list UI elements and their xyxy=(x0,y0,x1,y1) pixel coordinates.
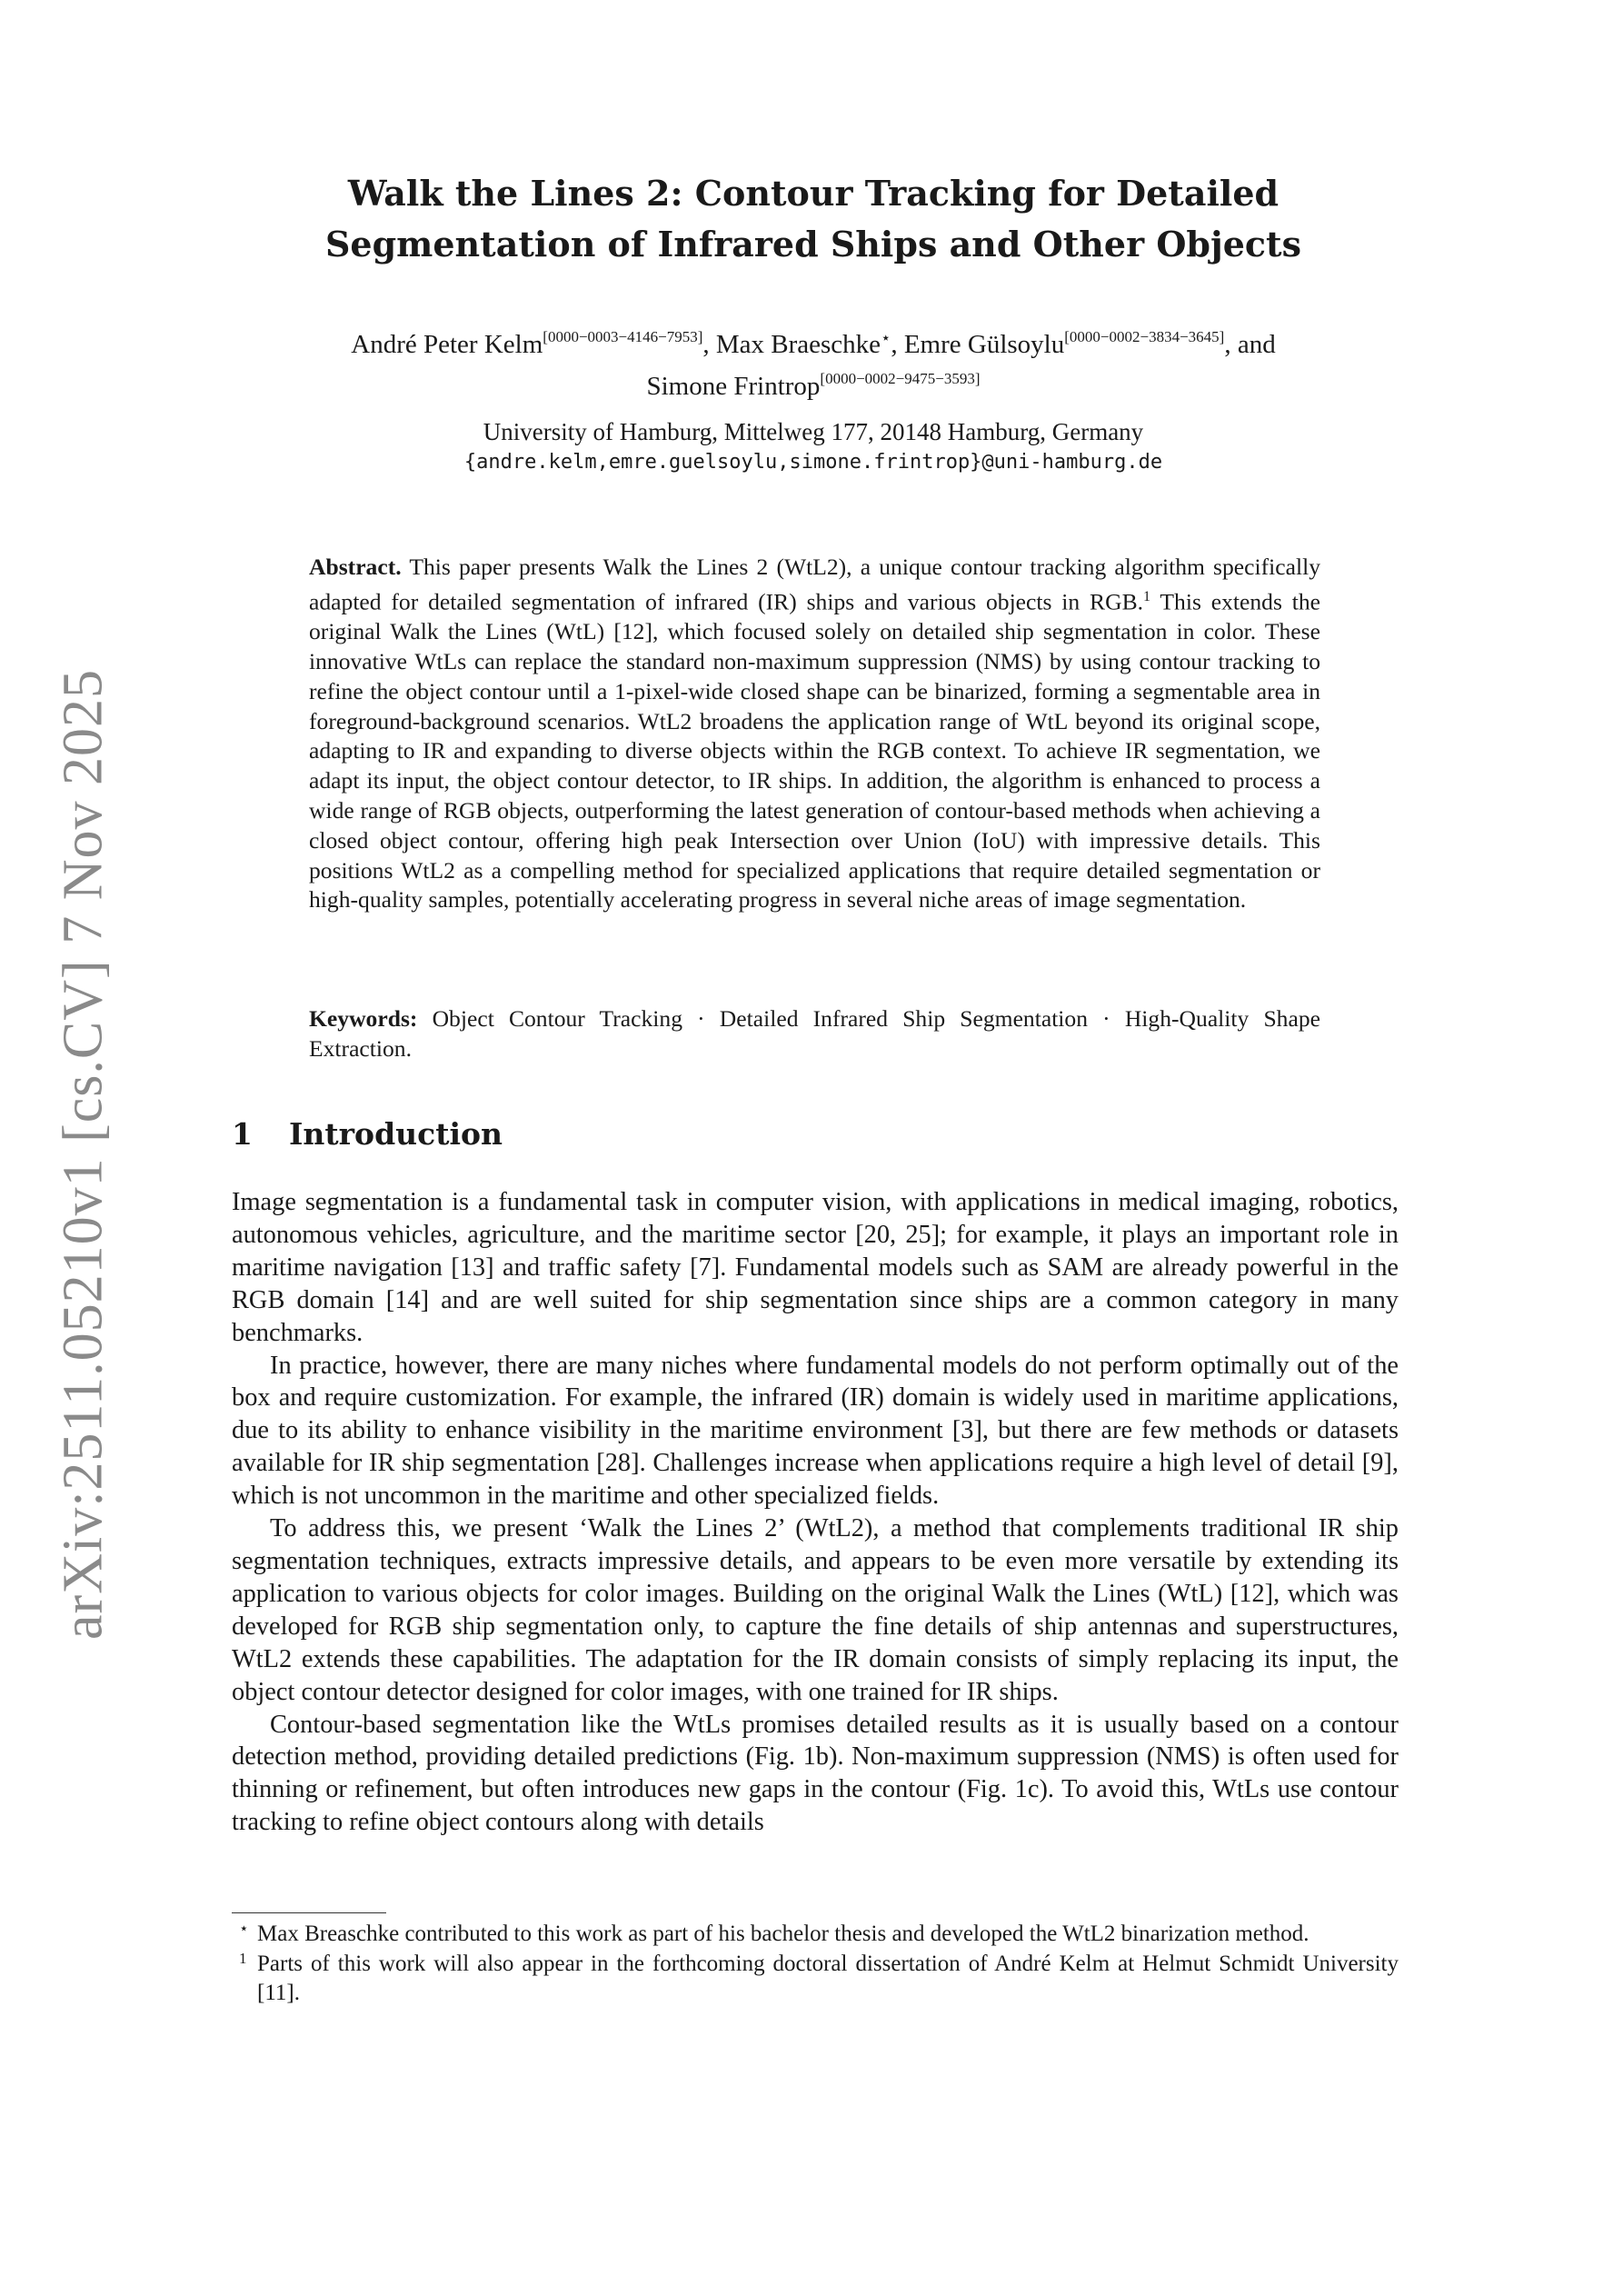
footnote-text: Parts of this work will also appear in the forthcoming doctoral dissertation of André Kelm at Helmut Schmidt University [11]. xyxy=(257,1951,1399,2005)
section-title: Introduction xyxy=(289,1116,503,1152)
abstract xyxy=(309,553,1320,915)
author-name: Simone Frintrop xyxy=(646,372,821,401)
author-braeschke xyxy=(716,330,904,359)
author-list xyxy=(209,320,1418,404)
paper-title xyxy=(273,168,1354,270)
footnotes xyxy=(232,1920,1399,2009)
section-heading-introduction xyxy=(232,1116,503,1152)
footnote-ref-1: 1 xyxy=(1143,588,1151,604)
footnote-rule xyxy=(232,1912,386,1913)
author-name: André Peter Kelm xyxy=(351,330,543,359)
author-name: Emre Gülsoylu xyxy=(903,330,1065,359)
introduction-body xyxy=(232,1186,1399,1839)
footnote-mark: 1 xyxy=(239,1949,247,1967)
paragraph: Image segmentation is a fundamental task in computer vision, with applications in medical imaging, robotics, autonomous vehicles, agriculture, and the maritime sector [20, 25]; for example, it plays an important role in maritime navigation [13] and traffic safety [7]. Fundamental models such as SAM are already powerful in the RGB domain [14] and are well suited for ship segmentation since ships are a common category in many benchmarks. xyxy=(232,1188,1399,1347)
arxiv-sidebar xyxy=(47,669,120,1640)
affiliation-block xyxy=(273,416,1354,478)
abstract-text-part2: This extends the original Walk the Lines (WtL) [12], which focused solely on detailed ship segmentation in color. These innovative WtLs can replace the standard non-maximum suppression (NMS) by using contour tracking to refine the object contour until a 1-pixel-wide closed shape can be binarized, forming a segmentable area in foreground-background scenarios. WtL2 broadens the application range of WtL beyond its original scope, adapting to IR and expanding to diverse objects within the RGB context. To achieve IR segmentation, we adapt its input, the object contour detector, to IR ships. In addition, the algorithm is enhanced to process a wide range of RGB objects, outperforming the latest generation of contour-based methods when achieving a closed object contour, offering high peak Intersection over Union (IoU) with impressive details. This positions WtL2 as a compelling method for specialized applications that require detailed segmentation or high-quality samples, potentially accelerating progress in several niche areas of image segmentation. xyxy=(309,588,1320,913)
author-separator: , and xyxy=(1224,330,1276,359)
orcid-id: [0000−0002−9475−3593] xyxy=(820,370,981,387)
author-kelm xyxy=(351,330,716,359)
title-line-1: Walk the Lines 2: Contour Tracking for Detailed xyxy=(347,173,1279,214)
keywords-label: Keywords: xyxy=(309,1005,418,1032)
paragraph: To address this, we present ‘Walk the Lines 2’ (WtL2), a method that complements traditional IR ship segmentation techniques, extracts impressive details, and appears to be even more versatile by extending its application to various objects for color images. Building on the original Walk the Lines (WtL) [12], which was developed for RGB ship segmentation only, to capture the fine details of ship antennas and superstructures, WtL2 extends these capabilities. The adaptation for the IR domain consists of simply replacing its input, the object contour detector designed for color images, with one trained for IR ships. xyxy=(232,1514,1399,1706)
affiliation: University of Hamburg, Mittelweg 177, 20148 Hamburg, Germany xyxy=(483,418,1144,445)
abstract-text-part1: This paper presents Walk the Lines 2 (WtL2), a unique contour tracking algorithm specifically adapted for detailed segmentation of infrared (IR) ships and various objects in RGB. xyxy=(309,554,1321,615)
author-separator: , xyxy=(891,330,904,359)
orcid-id: [0000−0002−3834−3645] xyxy=(1064,328,1225,345)
footnote-mark: ⋆ xyxy=(239,1920,249,1937)
author-separator: , xyxy=(702,330,716,359)
section-number: 1 xyxy=(232,1116,253,1152)
author-name: Max Braeschke xyxy=(715,330,881,359)
footnote-star xyxy=(232,1920,1399,1950)
orcid-id: [0000−0003−4146−7953] xyxy=(543,328,703,345)
keywords-text: Object Contour Tracking · Detailed Infrared Ship Segmentation · High-Quality Shape Extraction. xyxy=(309,1005,1320,1062)
author-emails: {andre.kelm,emre.guelsoylu,simone.frintrop}@uni-hamburg.de xyxy=(463,451,1163,474)
paragraph: In practice, however, there are many niches where fundamental models do not perform optimally out of the box and require customization. For example, the infrared (IR) domain is widely used in maritime applications, due to its ability to enhance visibility in the maritime environment [3], but there are few methods or datasets available for IR ship segmentation [28]. Challenges increase when applications require a high level of detail [9], which is not uncommon in the maritime and other specialized fields. xyxy=(232,1351,1399,1511)
author-gulsoylu xyxy=(904,330,1276,359)
paragraph: Contour-based segmentation like the WtLs promises detailed results as it is usually based on a contour detection method, providing detailed predictions (Fig. 1b). Non-maximum suppression (NMS) is often used for thinning or refinement, but often introduces new gaps in the contour (Fig. 1c). To avoid this, WtLs use contour tracking to refine object contours along with details xyxy=(232,1710,1399,1837)
abstract-label: Abstract. xyxy=(309,554,402,580)
title-line-2: Segmentation of Infrared Ships and Other Objects xyxy=(324,224,1302,265)
keywords xyxy=(309,1004,1320,1064)
author-footnote-mark: ⋆ xyxy=(881,328,891,347)
author-frintrop xyxy=(646,372,980,401)
arxiv-identifier: arXiv:2511.05210v1 [cs.CV] 7 Nov 2025 xyxy=(52,669,115,1640)
footnote-text: Max Breaschke contributed to this work as part of his bachelor thesis and developed the WtL2 binarization method. xyxy=(257,1922,1309,1946)
footnote-1 xyxy=(232,1950,1399,2009)
